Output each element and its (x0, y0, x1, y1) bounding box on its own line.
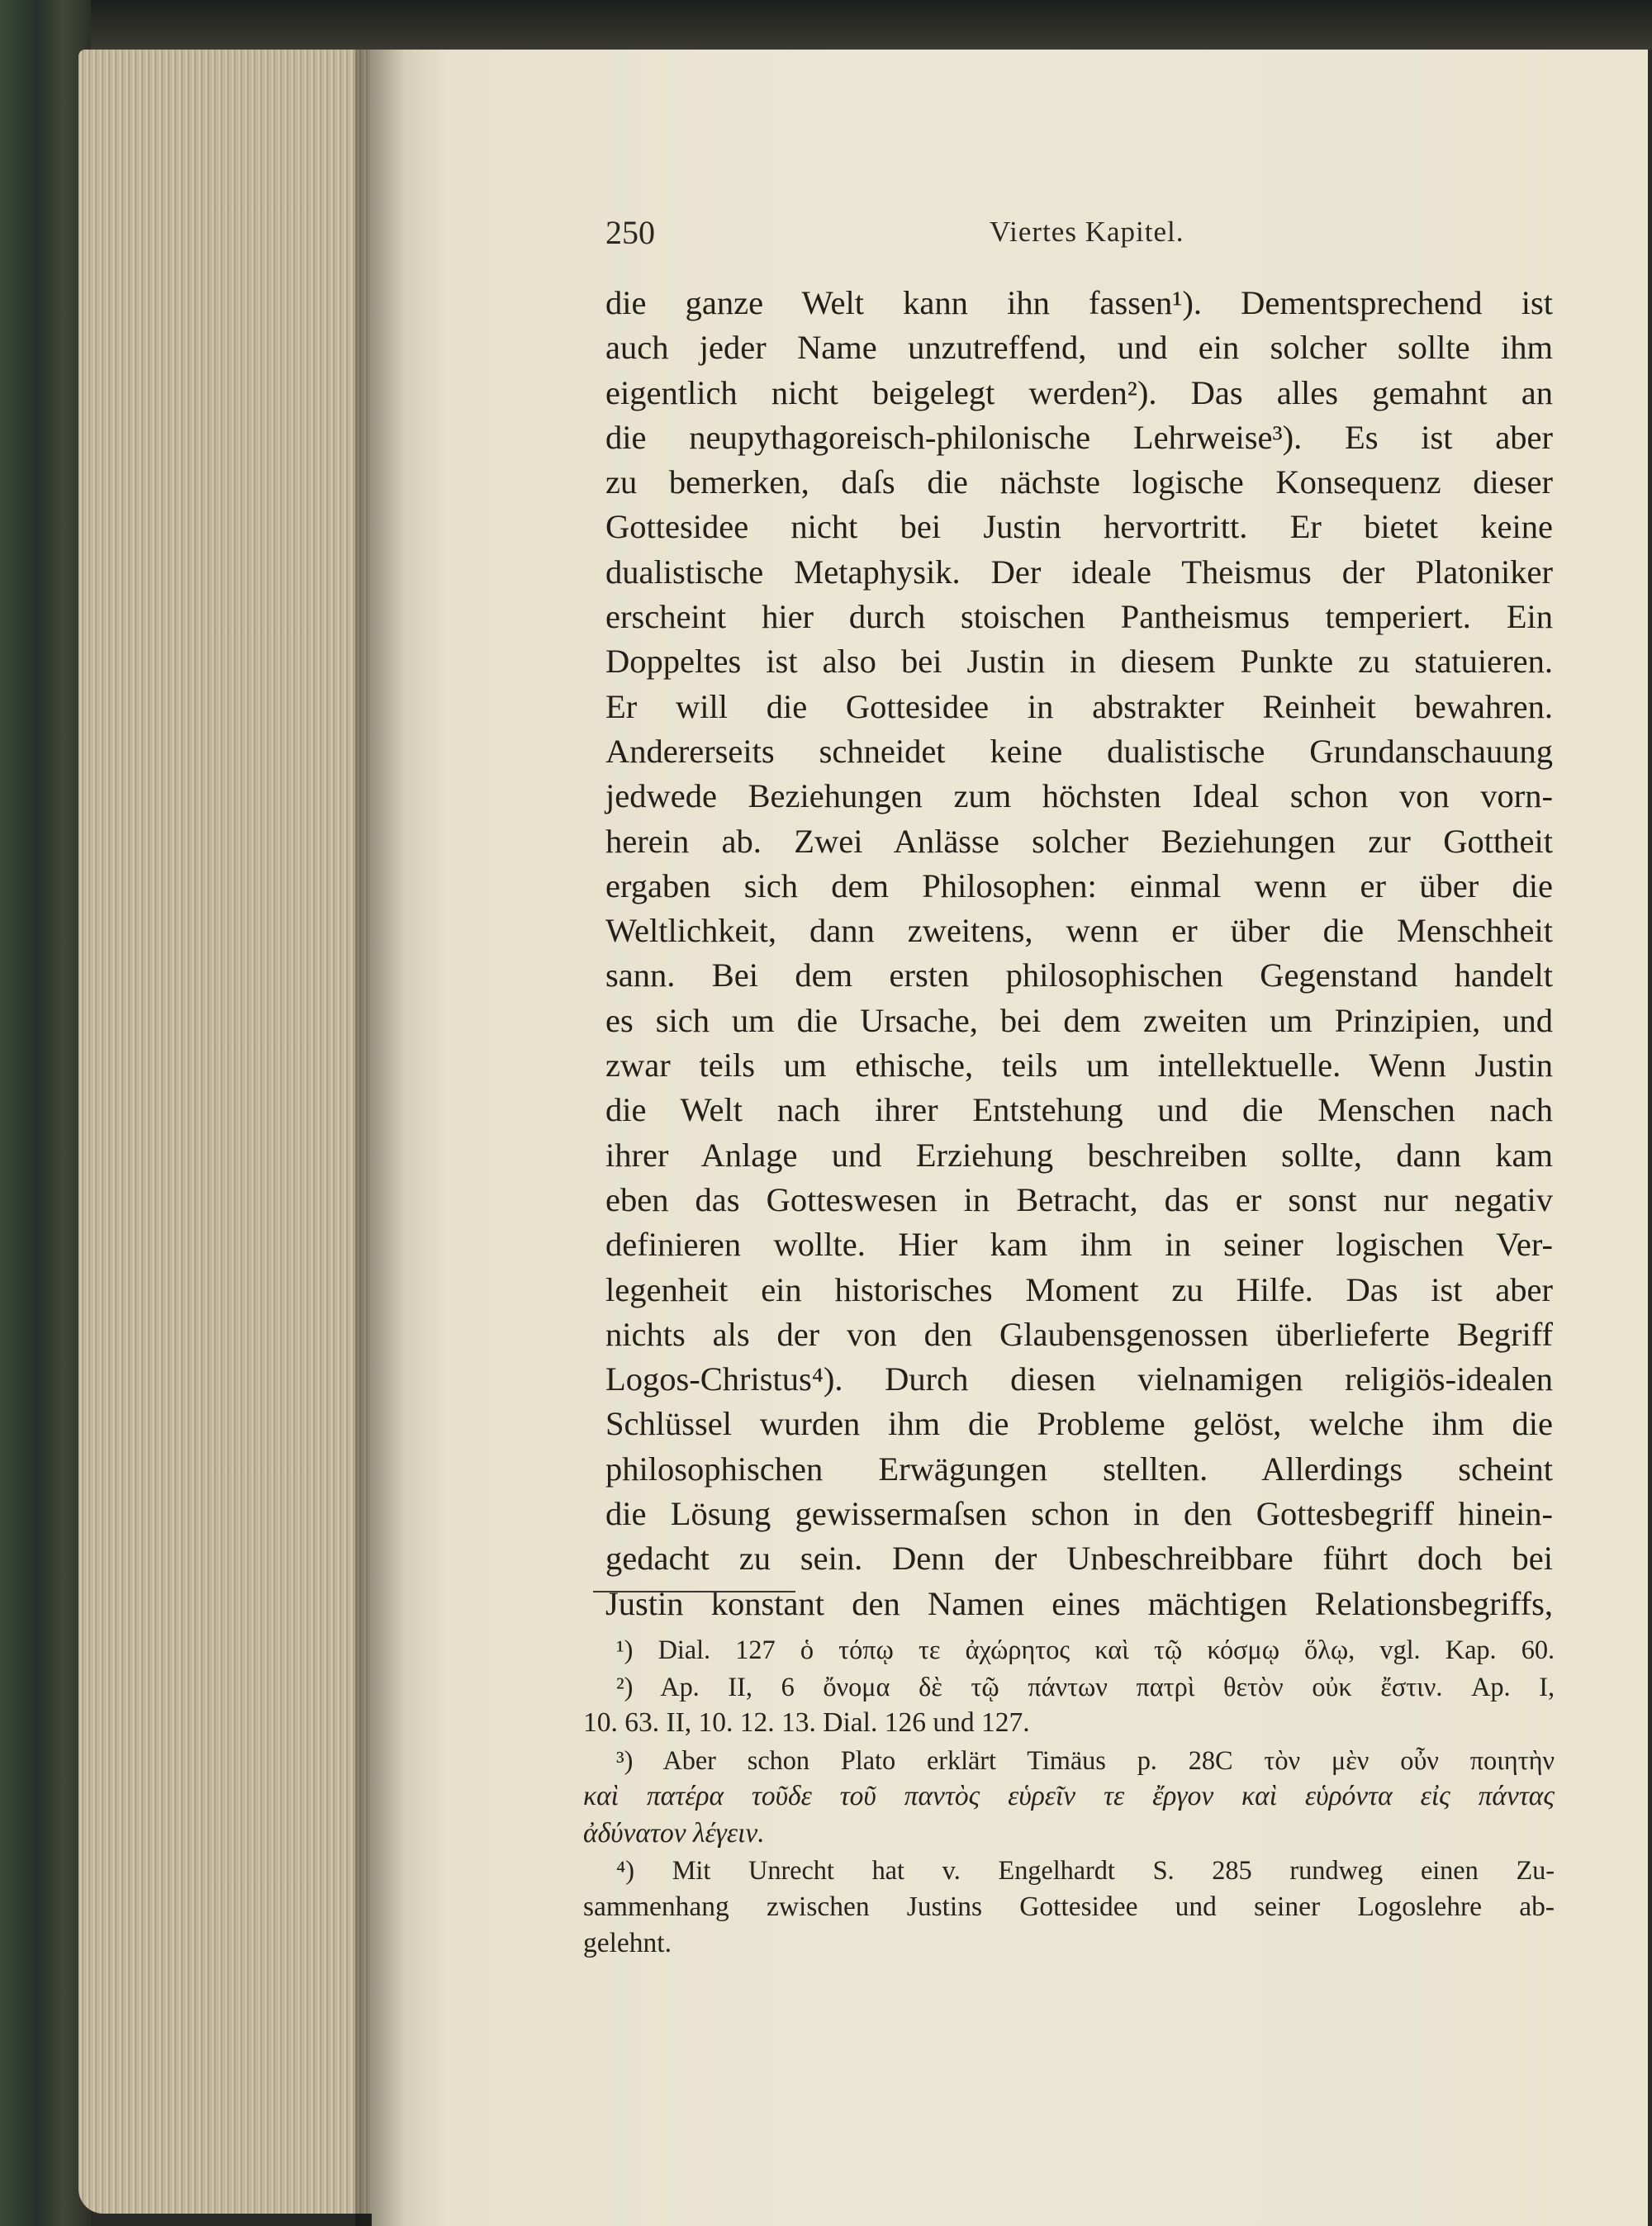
book-cover (0, 0, 91, 2226)
text-line: Justin konstant den Namen eines mächtigen Relationsbegriffs, (605, 1584, 1553, 1622)
text-line: die ganze Welt kann ihn fassen¹). Dementsprechend ist (605, 284, 1553, 321)
text-line: nichts als der von den Glaubensgenossen überlieferte Begriff (605, 1315, 1553, 1353)
page-header (605, 213, 1553, 254)
text-line: Er will die Gottesidee in abstrakter Reinheit bewahren. (605, 687, 1553, 725)
text-line: es sich um die Ursache, bei dem zweiten um Prinzipien, und (605, 1001, 1553, 1039)
page-number: 250 (605, 214, 655, 251)
text-line: definieren wollte. Hier kam ihm in seiner logischen Ver- (605, 1226, 1553, 1264)
running-title: Viertes Kapitel. (990, 216, 1184, 248)
text-line: die Lösung gewissermaſsen schon in den Gottesbegriff hinein- (605, 1495, 1553, 1533)
text-line: eigentlich nicht beigelegt werden²). Das alles gemahnt an (605, 373, 1553, 411)
footnote-3-greek-end: ἀδύνατον λέγειν. (583, 1817, 765, 1849)
footnote-2-continued: 10. 63. II, 10. 12. 13. Dial. 126 und 127. (583, 1707, 1030, 1738)
text-line: Gottesidee nicht bei Justin hervortritt. Er bietet keine (605, 508, 1553, 546)
text-line: Doppeltes ist also bei Justin in diesem Punkte zu statuieren. (605, 643, 1553, 681)
text-line: Weltlichkeit, dann zweitens, wenn er über die Menschheit (605, 912, 1553, 950)
book-cover-top-edge (0, 0, 1652, 50)
footnote-4-continued: sammenhang zwischen Justins Gottesidee und seiner Logoslehre ab- (583, 1891, 1555, 1922)
text-line: philosophischen Erwägungen stellten. Allerdings scheint (605, 1450, 1553, 1488)
gutter-shadow (355, 50, 405, 2226)
page-edges (78, 50, 376, 2214)
footnote-3-greek: καὶ πατέρα τοῦδε τοῦ παντὸς εὑρεῖν τε ἔργον καὶ εὑρόντα εἰς πάντας (583, 1781, 1555, 1811)
text-line: die Welt nach ihrer Entstehung und die Menschen nach (605, 1091, 1553, 1129)
text-line: Logos-Christus⁴). Durch diesen vielnamigen religiös-idealen (605, 1360, 1553, 1398)
footnote-separator (593, 1591, 795, 1592)
text-line: legenheit ein historisches Moment zu Hilfe. Das ist aber (605, 1270, 1553, 1308)
footnote-3: ³) Aber schon Plato erklärt Timäus p. 28C τὸν μὲν οὖν ποιητὴν (616, 1744, 1555, 1775)
text-line: jedwede Beziehungen zum höchsten Ideal schon von vorn- (605, 777, 1553, 815)
text-line: zwar teils um ethische, teils um intellektuelle. Wenn Justin (605, 1047, 1553, 1085)
text-line: eben das Gotteswesen in Betracht, das er sonst nur negativ (605, 1180, 1553, 1218)
footnote-4-end: gelehnt. (583, 1928, 672, 1958)
text-line: herein ab. Zwei Anlässe solcher Beziehungen zur Gottheit (605, 822, 1553, 860)
footnote-2: ²) Ap. II, 6 ὄνομα δὲ τῷ πάντων πατρὶ θετὸν οὐκ ἔστιν. Ap. I, (616, 1671, 1555, 1702)
body-text (605, 281, 1553, 1626)
text-line: gedacht zu sein. Denn der Unbeschreibbare führt doch bei (605, 1540, 1553, 1578)
text-line: auch jeder Name unzutreffend, und ein solcher sollte ihm (605, 329, 1553, 367)
text-line: erscheint hier durch stoischen Pantheismus temperiert. Ein (605, 598, 1553, 636)
text-line: ergaben sich dem Philosophen: einmal wenn er über die (605, 866, 1553, 904)
text-line: ihrer Anlage und Erziehung beschreiben sollte, dann kam (605, 1136, 1553, 1174)
footnote-4: ⁴) Mit Unrecht hat v. Engelhardt S. 285 rundweg einen Zu- (616, 1855, 1555, 1885)
text-line: zu bemerken, daſs die nächste logische Konsequenz dieser (605, 463, 1553, 501)
footnotes (583, 1631, 1555, 1963)
text-line: Schlüssel wurden ihm die Probleme gelöst, welche ihm die (605, 1405, 1553, 1443)
text-line: Andererseits schneidet keine dualistische Grundanschauung (605, 732, 1553, 770)
text-line: die neupythagoreisch-philonische Lehrweise³). Es ist aber (605, 418, 1553, 456)
text-line: dualistische Metaphysik. Der ideale Theismus der Platoniker (605, 553, 1553, 591)
text-line: sann. Bei dem ersten philosophischen Gegenstand handelt (605, 956, 1553, 994)
footnote-1: ¹) Dial. 127 ὁ τόπῳ τε ἀχώρητος καὶ τῷ κόσμῳ ὅλῳ, vgl. Kap. 60. (616, 1635, 1555, 1664)
